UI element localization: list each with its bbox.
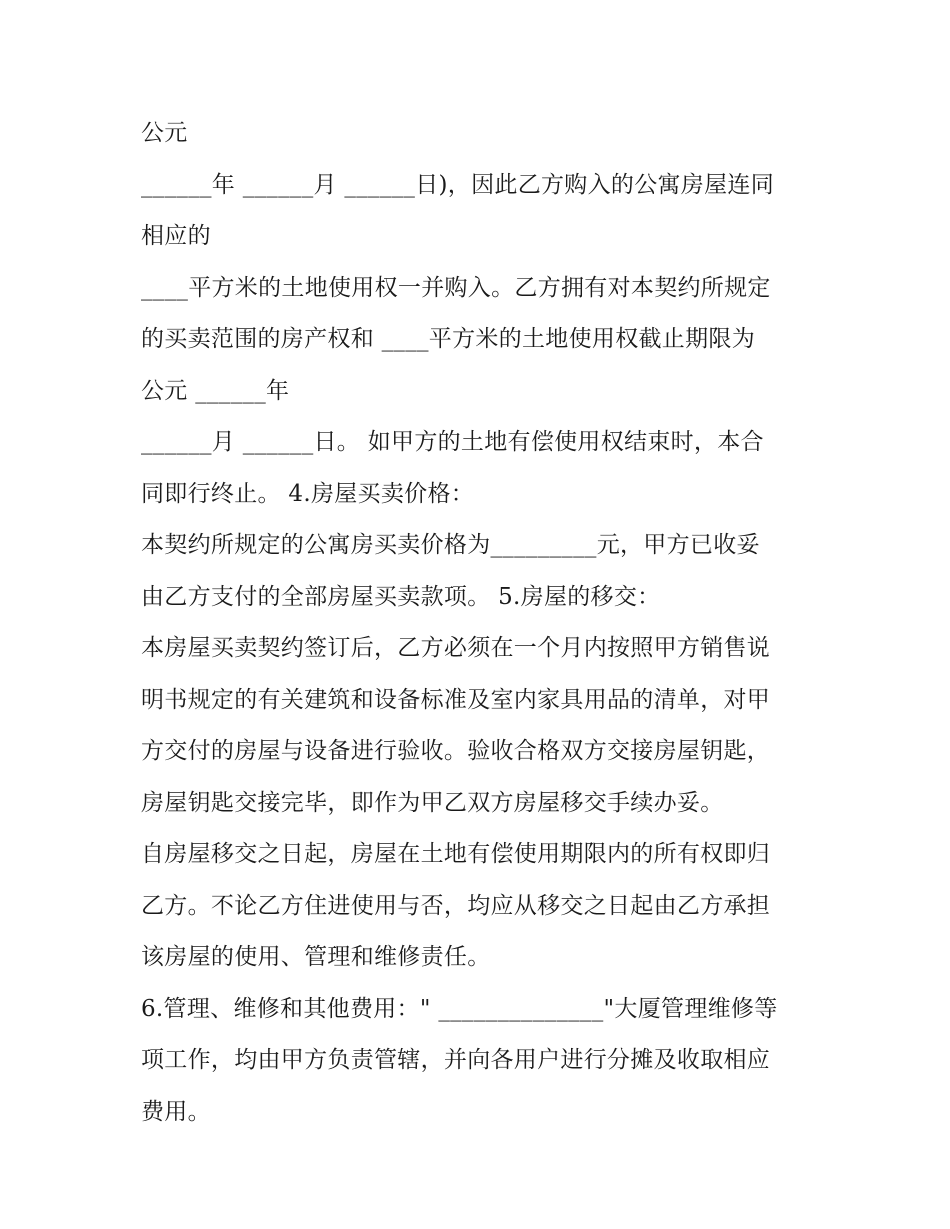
- section-heading-line: 6.管理、维修和其他费用：" ______________"大厦管理维修等: [141, 995, 778, 1022]
- text-line: 费用。: [141, 1098, 211, 1125]
- text-line: 方交付的房屋与设备进行验收。验收合格双方交接房屋钥匙，: [141, 738, 771, 764]
- text-line: 明书规定的有关建筑和设备标准及室内家具用品的清单，对甲: [141, 686, 771, 713]
- section-heading-line: 同即行终止。 4.房屋买卖价格：: [141, 480, 475, 507]
- section-heading-line: 由乙方支付的全部房屋买卖款项。 5.房屋的移交：: [141, 583, 661, 610]
- text-line: 自房屋移交之日起，房屋在土地有偿使用期限内的所有权即归: [141, 841, 771, 867]
- text-line: 本契约所规定的公寓房买卖价格为_________元，甲方已收妥: [141, 532, 760, 558]
- text-line: 乙方。不论乙方住进使用与否，均应从移交之日起由乙方承担: [141, 892, 771, 919]
- text-line: 公元: [141, 120, 188, 146]
- text-line: ____平方米的土地使用权一并购入。乙方拥有对本契约所规定: [141, 274, 771, 301]
- text-line: ______月 ______日。 如甲方的土地有偿使用权结束时，本合: [141, 429, 764, 455]
- text-line: ______年 ______月 ______日)，因此乙方购入的公寓房屋连同: [141, 171, 774, 198]
- text-line: 的买卖范围的房产权和 ____平方米的土地使用权截止期限为: [141, 326, 756, 352]
- text-line: 房屋钥匙交接完毕，即作为甲乙双方房屋移交手续办妥。: [141, 789, 724, 816]
- text-line: 相应的: [141, 223, 211, 249]
- text-line: 项工作，均由甲方负责管辖，并向各用户进行分摊及收取相应: [141, 1047, 771, 1073]
- text-line: 本房屋买卖契约签订后，乙方必须在一个月内按照甲方销售说: [141, 635, 771, 661]
- document-body: [141, 108, 821, 1138]
- text-line: 该房屋的使用、管理和维修责任。: [141, 944, 491, 970]
- text-line: 公元 ______年: [141, 377, 290, 404]
